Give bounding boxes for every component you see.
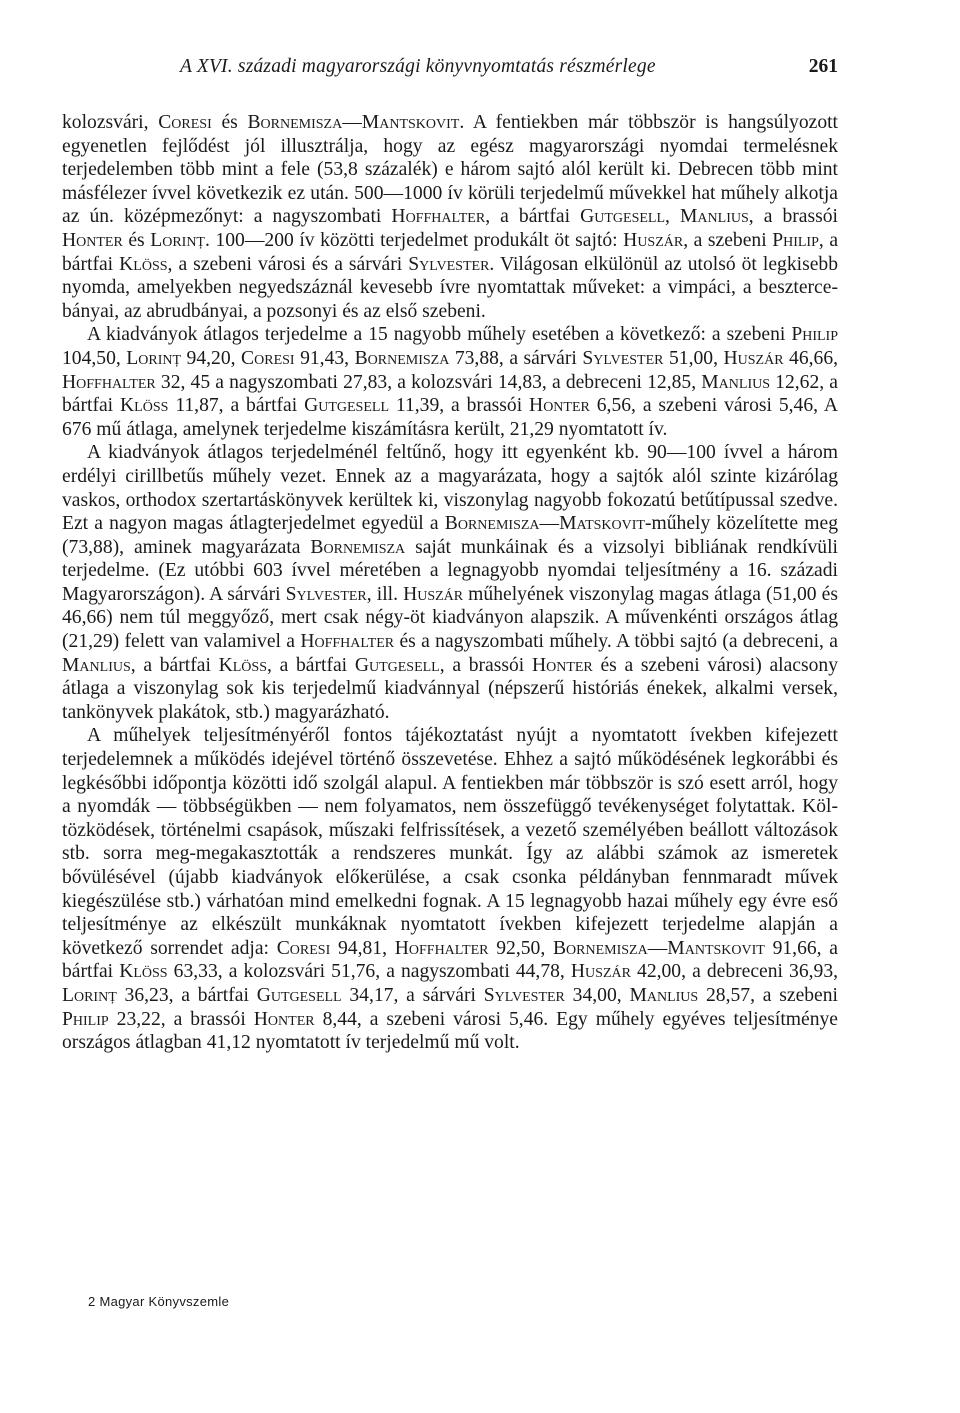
person-name: Philip <box>772 229 819 251</box>
text-run: . Világosan elkülönül az utolsó öt legkisebb nyomda, amelyekben negyedszáznál kevesebb ívre nyomtattak műveket: a vimpáci, a besztercebányai, az abrudbányai, a pozsonyi és az első szebeni. <box>62 253 838 322</box>
page-number: 261 <box>808 56 838 77</box>
text-run: 36,23, a bártfai <box>116 984 257 1006</box>
person-name: Klöss <box>119 253 168 275</box>
text-run: 34,00, <box>564 984 630 1006</box>
person-name: Manlius <box>701 371 771 393</box>
person-name: Bornemisza—Matskovit <box>444 513 645 535</box>
text-run: A műhelyek teljesítményéről fontos tájékoztatást nyújt a nyomtatott ívekben kifejezett terjedelemnek a működés idejével történő összevetése. Ehhez a sajtó működésének legkorábbi és legkésőbbi időpontja közötti idő szolgál alapul. A fentiekben már többször is szó esett arról, hogy a nyomdák — többségükben — nem folyamatos, nem összefüggő tevékenységet folytattak. Költözködések, történelmi csapások, műszaki felfrissítések, a vezető személyében beállott változások stb. sorra meg-megakasztották a rendszeres munkát. Így az alábbi számok az ismeretek bővülésével (újabb kiadványok előkerülése, a csak csonka példányban fennmaradt művek kiegészülése stb.) várhatóan mind emelkedni fognak. A 15 legnagyobb hazai műhely egy évre eső teljesítménye az elkészült munkáknak nyomtatott ívekben kifejezett terjedelme alapján a következő sorrendet adja: <box>62 725 838 959</box>
text-run: , a bártfai <box>485 206 581 228</box>
text-run: 32, 45 a nagyszombati 27,83, a kolozsvári 14,83, a debreceni 12,85, <box>155 371 702 393</box>
text-run: 8,44, a szebeni városi 5,46. Egy műhely egyéves teljesítménye országos átlagban 41,12 nyomtatott ív terjedelmű mű volt. <box>62 1008 838 1054</box>
person-name: Hoffhalter <box>391 206 486 228</box>
text-run: , a bártfai <box>130 654 219 676</box>
text-run: 94,81, <box>330 937 395 959</box>
person-name: Honter <box>62 229 123 251</box>
person-name: Coresi <box>241 347 295 369</box>
person-name: Honter <box>531 654 593 676</box>
text-run: 11,39, a brassói <box>389 395 530 417</box>
text-run: . A fentiekben már többször is hangsúlyozott egyenetlen fejlődést jól illusztrálja, hogy az egész magyarországi nyomdai termelésnek terjedelemben több mint a fele (53,8 százalék) e három sajtó alól került ki. Debrecen több mint másfélezer ívvel következik ez után. 500—1000 ív körüli terjedelmű művekkel hat műhely alkotja az ún. középmezőnyt: a nagyszombati <box>62 112 839 228</box>
text-run: , <box>665 206 680 228</box>
text-run: 51,00, <box>663 347 724 369</box>
paragraph <box>62 111 838 323</box>
person-name: Sylvester <box>483 984 565 1006</box>
text-run: 12,62, a bártfai <box>62 371 838 417</box>
person-name: Philip <box>62 1008 109 1030</box>
person-name: Bornemisza <box>354 347 450 369</box>
person-name: Huszár <box>623 229 684 251</box>
running-title: A XVI. századi magyarországi könyvnyomtatás részmérlege <box>180 56 656 77</box>
text-run: -műhely közelítette meg (73,88), aminek magyarázata <box>62 513 838 558</box>
person-name: Bornemisza—Mantskovit <box>247 112 460 133</box>
person-name: Gutgesell <box>304 395 389 417</box>
person-name: Gutgesell <box>354 654 440 676</box>
text-run: 91,66, a bártfai <box>62 937 838 983</box>
paragraph <box>62 724 838 1054</box>
person-name: Klöss <box>119 961 168 983</box>
text-run: A kiadványok átlagos terjedelménél feltűnő, hogy itt egyenként kb. 90—100 ívvel a három erdélyi cirillbetűs műhely vezet. Ennek az a magyarázata, hogy a sajtók alól szinte kizárólag vaskos, orthodox szertartáskönyvek kerültek ki, viszonylag nagyobb fokozatú betűtípussal szedve. Ezt a nagyon magas átlagterjedelmet egyedül a <box>62 442 838 535</box>
text-run: 73,88, a sárvári <box>449 347 583 369</box>
text-run: , a bártfai <box>62 229 839 275</box>
person-name: Hoffhalter <box>62 371 156 393</box>
text-run: saját munkáinak és a vizsolyi bibliának rendkívüli terjedelme. (Ez utóbbi 603 ívvel méretében a legnagyobb nyomdai teljesítmény a 16. századi Magyarországon). A sárvári <box>62 536 838 605</box>
person-name: Bornemisza—Mantskovit <box>552 937 765 959</box>
person-name: Huszár <box>723 347 784 369</box>
text-run: 63,33, a kolozsvári 51,76, a nagyszombati 44,78, <box>167 961 571 983</box>
paragraph <box>62 323 838 441</box>
text-run: , a brassói <box>748 206 838 228</box>
text-run: A kiadványok átlagos terjedelme a 15 nagyobb műhely esetében a következő: a szebeni <box>87 324 792 346</box>
text-run: műhelyének viszonylag magas átlaga (51,00 és 46,66) nem túl meggyőző, mert csak négy-öt kiadványon alapszik. A művenkénti országos átlag (21,29) felett van valamivel a <box>62 583 838 653</box>
person-name: Klöss <box>218 654 267 676</box>
person-name: Sylvester <box>408 253 490 275</box>
person-name: Coresi <box>158 112 212 133</box>
person-name: Manlius <box>629 984 699 1006</box>
text-run: 94,20, <box>181 347 242 369</box>
person-name: Lorinț <box>62 984 117 1006</box>
person-name: Huszár <box>403 583 464 605</box>
text-run: és a szebeni városi) alacsony átlaga a viszonylag sok kis terjedelmű kiadvánnyal (népszerű históriás énekek, alkalmi versek, tankönyvek plakátok, stb.) magyarázható. <box>62 654 838 723</box>
person-name: Hoffhalter <box>394 937 489 959</box>
text-run: , a szebeni <box>683 229 773 251</box>
person-name: Manlius <box>680 206 749 228</box>
text-run: 91,43, <box>294 347 355 369</box>
paragraph <box>62 441 838 724</box>
person-name: Bornemisza <box>310 536 406 558</box>
printer-signature-mark: 2 Magyar Könyvszemle <box>88 1294 230 1309</box>
text-run: , a brassói <box>439 654 532 676</box>
text-run: , a bártfai <box>266 654 355 676</box>
text-run: , ill. <box>366 583 404 605</box>
person-name: Gutgesell <box>580 206 666 228</box>
text-run: 104,50, <box>62 347 127 369</box>
text-run: 42,00, a debreceni 36,93, <box>630 961 839 983</box>
body-text <box>62 111 838 1055</box>
person-name: Honter <box>253 1008 315 1030</box>
text-run: , a szebeni városi és a sárvári <box>167 253 409 275</box>
text-run: 28,57, a szebeni <box>698 984 838 1006</box>
person-name: Philip <box>791 324 838 346</box>
person-name: Sylvester <box>285 583 367 605</box>
text-run: 11,87, a bártfai <box>168 395 305 417</box>
person-name: Klöss <box>120 395 169 417</box>
text-run: 23,22, a brassói <box>108 1008 254 1030</box>
person-name: Sylvester <box>582 347 664 369</box>
person-name: Coresi <box>276 937 331 959</box>
book-page <box>62 0 838 1413</box>
text-run: és a nagyszombati műhely. A többi sajtó (a debreceni, a <box>394 631 838 653</box>
text-run: és <box>211 112 248 133</box>
person-name: Honter <box>529 395 590 417</box>
running-head <box>62 56 838 88</box>
text-run: kolozsvári, <box>62 112 159 133</box>
person-name: Gutgesell <box>256 984 342 1006</box>
person-name: Hoffhalter <box>300 631 395 653</box>
text-run: 46,66, <box>783 347 839 369</box>
text-run: 34,17, a sárvári <box>341 984 484 1006</box>
text-run: 6,56, a szebeni városi 5,46, A 676 mű átlaga, amelynek terjedelme kiszámításra került, 21,29 nyomtatott ív. <box>62 395 838 440</box>
text-run: . 100—200 ív közötti terjedelmet produkált öt sajtó: <box>204 229 624 251</box>
person-name: Lorinț <box>150 229 205 251</box>
text-run: 92,50, <box>488 937 553 959</box>
person-name: Manlius <box>62 654 131 676</box>
text-run: és <box>122 229 151 251</box>
person-name: Lorinț <box>126 347 182 369</box>
person-name: Huszár <box>570 961 631 983</box>
